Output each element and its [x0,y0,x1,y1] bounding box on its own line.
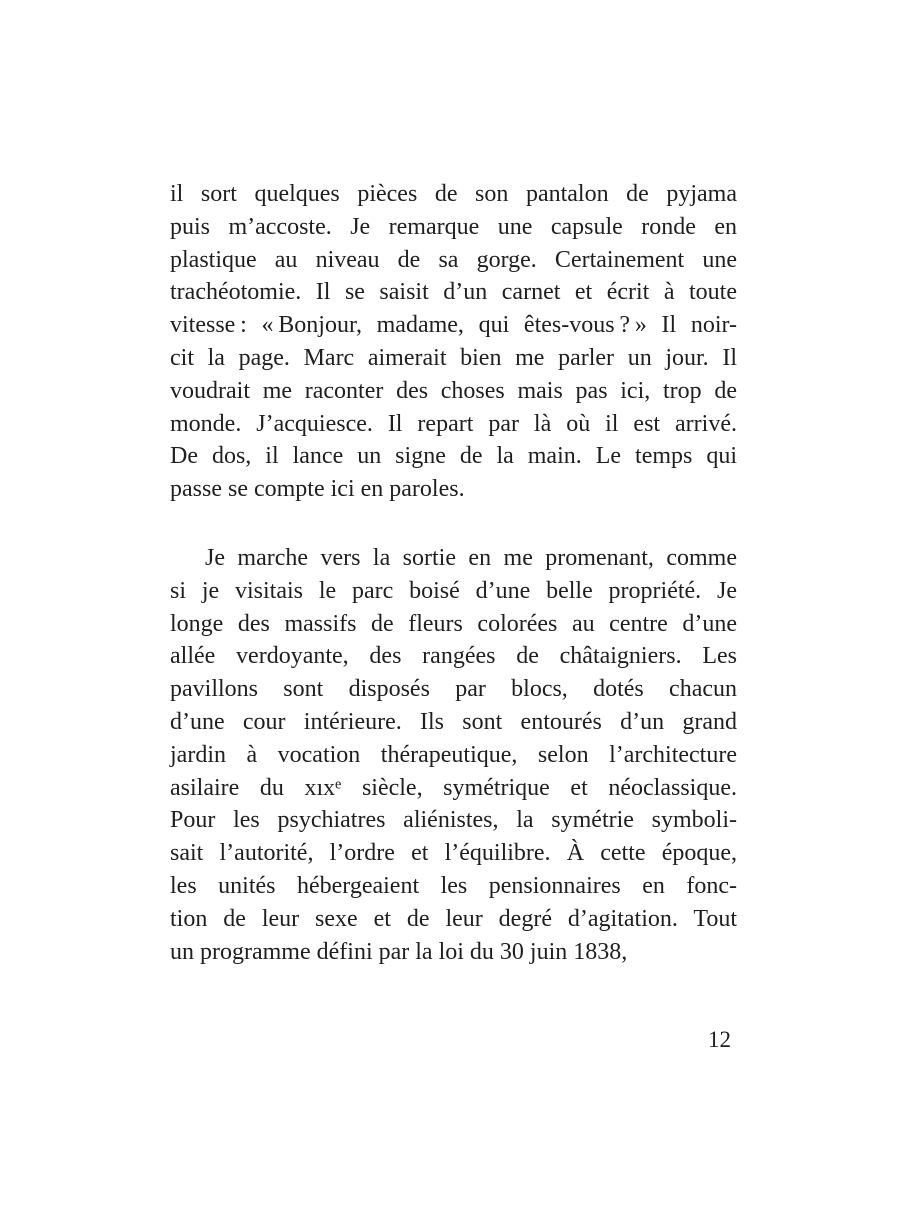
text-line: les unités hébergeaient les pensionnaires en fonc- [170,872,737,899]
text-line: il sort quelques pièces de son pantalon de pyjama [170,181,737,207]
text-line: pavillons sont disposés par blocs, dotés chacun [170,676,737,703]
text-line: voudrait me raconter des choses mais pas ici, trop de [170,377,737,404]
text-line: plastique au niveau de sa gorge. Certainement une [170,246,737,273]
text-line: trachéotomie. Il se saisit d’un carnet et écrit à toute [170,279,737,306]
text-line: asilaire du xıxᵉ siècle, symétrique et néoclassique. [170,774,737,801]
text-line: Pour les psychiatres aliénistes, la symétrie symboli- [170,807,737,834]
text-line: cit la page. Marc aimerait bien me parler un jour. Il [170,344,737,371]
text-line: monde. J’acquiesce. Il repart par là où il est arrivé. [170,410,737,437]
page-number: 12 [708,1027,731,1052]
text-line: allée verdoyante, des rangées de châtaigniers. Les [170,643,737,670]
text-line: d’une cour intérieure. Ils sont entourés d’un grand [170,708,737,735]
text-line: Je marche vers la sortie en me promenant, comme [205,544,737,571]
paragraph [170,178,737,506]
text-line: De dos, il lance un signe de la main. Le temps qui [170,443,737,470]
text-line: tion de leur sexe et de leur degré d’agitation. Tout [170,905,737,932]
text-line: un programme défini par la loi du 30 juin 1838, [170,938,628,965]
text-line: passe se compte ici en paroles. [170,476,465,503]
text-line: jardin à vocation thérapeutique, selon l’architecture [170,741,737,768]
page-text [170,178,737,968]
text-line: vitesse : « Bonjour, madame, qui êtes-vous ? » Il noir- [170,312,737,339]
text-line: si je visitais le parc boisé d’une belle propriété. Je [170,577,737,604]
text-line: puis m’accoste. Je remarque une capsule ronde en [170,213,737,240]
text-line: longe des massifs de fleurs colorées au centre d’une [170,610,737,637]
paragraph [170,542,737,968]
text-line: sait l’autorité, l’ordre et l’équilibre. À cette époque, [170,840,737,867]
